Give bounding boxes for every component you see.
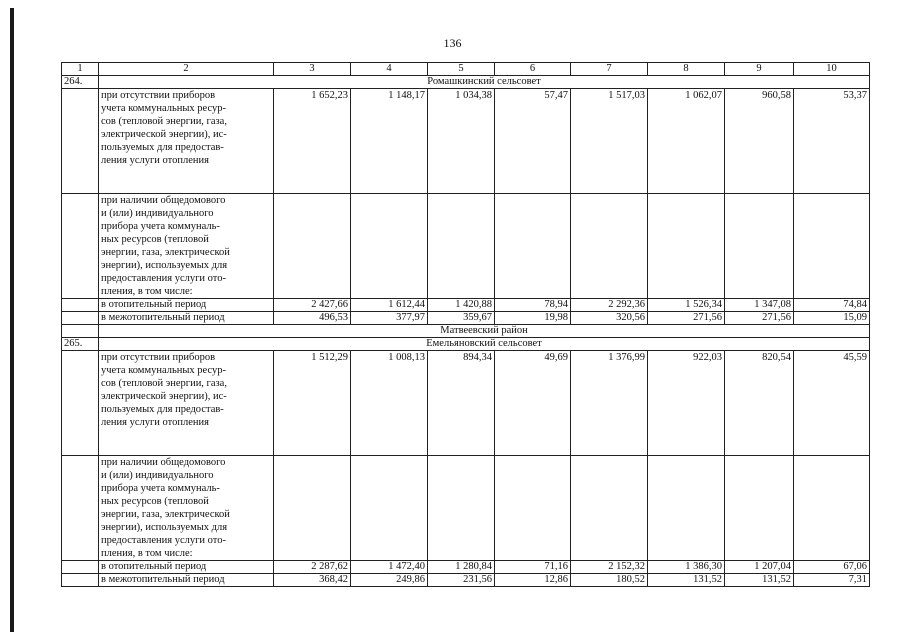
value-cell: 67,06 bbox=[794, 561, 870, 574]
value-cell bbox=[571, 456, 648, 561]
column-header: 9 bbox=[725, 63, 794, 76]
value-cell: 377,97 bbox=[351, 312, 428, 325]
entry-number: 265. bbox=[62, 338, 99, 351]
value-cell bbox=[648, 194, 725, 299]
row-number-cell bbox=[62, 194, 99, 299]
entry-name: Емельяновский сельсовет bbox=[99, 338, 870, 351]
value-cell: 1 280,84 bbox=[428, 561, 495, 574]
entry-row bbox=[62, 76, 870, 89]
value-cell: 45,59 bbox=[794, 351, 870, 456]
row-number-cell bbox=[62, 312, 99, 325]
value-cell: 1 034,38 bbox=[428, 89, 495, 194]
value-cell: 1 612,44 bbox=[351, 299, 428, 312]
column-header: 8 bbox=[648, 63, 725, 76]
value-cell: 231,56 bbox=[428, 574, 495, 587]
value-cell: 1 517,03 bbox=[571, 89, 648, 194]
value-cell bbox=[428, 456, 495, 561]
row-label: при отсутствии приборов учета коммунальных ресур- сов (тепловой энергии, газа, электрической энергии), ис- пользуемых для предостав- ления услуги отопления bbox=[99, 89, 274, 194]
tariff-table bbox=[61, 62, 870, 587]
value-cell bbox=[571, 194, 648, 299]
row-label: при наличии общедомового и (или) индивидуального прибора учета коммуналь- ных ресурсов (тепловой энергии, газа, электрической энергии), используемых для предоставления услуги ото- пления, в том числе: bbox=[99, 456, 274, 561]
table-row bbox=[62, 456, 870, 561]
district-name: Матвеевский район bbox=[99, 325, 870, 338]
column-header: 4 bbox=[351, 63, 428, 76]
value-cell: 249,86 bbox=[351, 574, 428, 587]
value-cell bbox=[648, 456, 725, 561]
column-header: 1 bbox=[62, 63, 99, 76]
value-cell bbox=[428, 194, 495, 299]
value-cell: 496,53 bbox=[274, 312, 351, 325]
value-cell: 1 526,34 bbox=[648, 299, 725, 312]
row-number-cell bbox=[62, 299, 99, 312]
value-cell bbox=[725, 456, 794, 561]
value-cell: 1 347,08 bbox=[725, 299, 794, 312]
value-cell: 1 062,07 bbox=[648, 89, 725, 194]
value-cell: 1 008,13 bbox=[351, 351, 428, 456]
row-number-cell bbox=[62, 351, 99, 456]
value-cell bbox=[725, 194, 794, 299]
column-header: 6 bbox=[495, 63, 571, 76]
value-cell bbox=[351, 194, 428, 299]
row-label: в отопительный период bbox=[99, 299, 274, 312]
value-cell: 12,86 bbox=[495, 574, 571, 587]
value-cell: 1 376,99 bbox=[571, 351, 648, 456]
value-cell: 49,69 bbox=[495, 351, 571, 456]
value-cell bbox=[274, 194, 351, 299]
column-header: 7 bbox=[571, 63, 648, 76]
value-cell: 53,37 bbox=[794, 89, 870, 194]
row-label: в межотопительный период bbox=[99, 312, 274, 325]
value-cell: 960,58 bbox=[725, 89, 794, 194]
row-label: при отсутствии приборов учета коммунальных ресур- сов (тепловой энергии, газа, электрической энергии), ис- пользуемых для предостав- ления услуги отопления bbox=[99, 351, 274, 456]
value-cell: 1 386,30 bbox=[648, 561, 725, 574]
row-number-cell bbox=[62, 574, 99, 587]
value-cell: 57,47 bbox=[495, 89, 571, 194]
value-cell: 180,52 bbox=[571, 574, 648, 587]
column-header: 5 bbox=[428, 63, 495, 76]
row-number-cell bbox=[62, 561, 99, 574]
value-cell: 1 512,29 bbox=[274, 351, 351, 456]
value-cell: 7,31 bbox=[794, 574, 870, 587]
value-cell bbox=[351, 456, 428, 561]
value-cell: 2 292,36 bbox=[571, 299, 648, 312]
value-cell: 131,52 bbox=[725, 574, 794, 587]
table-body bbox=[62, 63, 870, 587]
row-label: при наличии общедомового и (или) индивидуального прибора учета коммуналь- ных ресурсов (тепловой энергии, газа, электрической энергии), используемых для предоставления услуги ото- пления, в том числе: bbox=[99, 194, 274, 299]
value-cell: 820,54 bbox=[725, 351, 794, 456]
column-header: 2 bbox=[99, 63, 274, 76]
column-header: 10 bbox=[794, 63, 870, 76]
table-row bbox=[62, 299, 870, 312]
page-number: 136 bbox=[443, 36, 462, 50]
row-label: в отопительный период bbox=[99, 561, 274, 574]
table-row bbox=[62, 561, 870, 574]
value-cell: 2 152,32 bbox=[571, 561, 648, 574]
value-cell: 320,56 bbox=[571, 312, 648, 325]
row-number-cell bbox=[62, 456, 99, 561]
value-cell bbox=[274, 456, 351, 561]
value-cell: 1 472,40 bbox=[351, 561, 428, 574]
entry-name: Ромашкинский сельсовет bbox=[99, 76, 870, 89]
value-cell: 1 207,04 bbox=[725, 561, 794, 574]
value-cell: 922,03 bbox=[648, 351, 725, 456]
table-row bbox=[62, 312, 870, 325]
value-cell bbox=[495, 456, 571, 561]
value-cell: 2 287,62 bbox=[274, 561, 351, 574]
value-cell: 78,94 bbox=[495, 299, 571, 312]
scan-edge-line bbox=[10, 8, 14, 632]
value-cell bbox=[794, 456, 870, 561]
table-row bbox=[62, 351, 870, 456]
entry-number: 264. bbox=[62, 76, 99, 89]
value-cell: 894,34 bbox=[428, 351, 495, 456]
value-cell: 19,98 bbox=[495, 312, 571, 325]
value-cell: 1 420,88 bbox=[428, 299, 495, 312]
value-cell: 359,67 bbox=[428, 312, 495, 325]
value-cell: 15,09 bbox=[794, 312, 870, 325]
row-number-cell bbox=[62, 89, 99, 194]
row-label: в межотопительный период bbox=[99, 574, 274, 587]
value-cell: 271,56 bbox=[648, 312, 725, 325]
value-cell: 1 652,23 bbox=[274, 89, 351, 194]
table-row bbox=[62, 89, 870, 194]
column-header: 3 bbox=[274, 63, 351, 76]
table-row bbox=[62, 574, 870, 587]
value-cell: 271,56 bbox=[725, 312, 794, 325]
value-cell: 74,84 bbox=[794, 299, 870, 312]
district-spacer-cell bbox=[62, 325, 99, 338]
value-cell: 2 427,66 bbox=[274, 299, 351, 312]
district-row bbox=[62, 325, 870, 338]
entry-row bbox=[62, 338, 870, 351]
value-cell: 368,42 bbox=[274, 574, 351, 587]
value-cell: 71,16 bbox=[495, 561, 571, 574]
value-cell bbox=[794, 194, 870, 299]
value-cell: 131,52 bbox=[648, 574, 725, 587]
header-row bbox=[62, 63, 870, 76]
value-cell: 1 148,17 bbox=[351, 89, 428, 194]
value-cell bbox=[495, 194, 571, 299]
table-row bbox=[62, 194, 870, 299]
